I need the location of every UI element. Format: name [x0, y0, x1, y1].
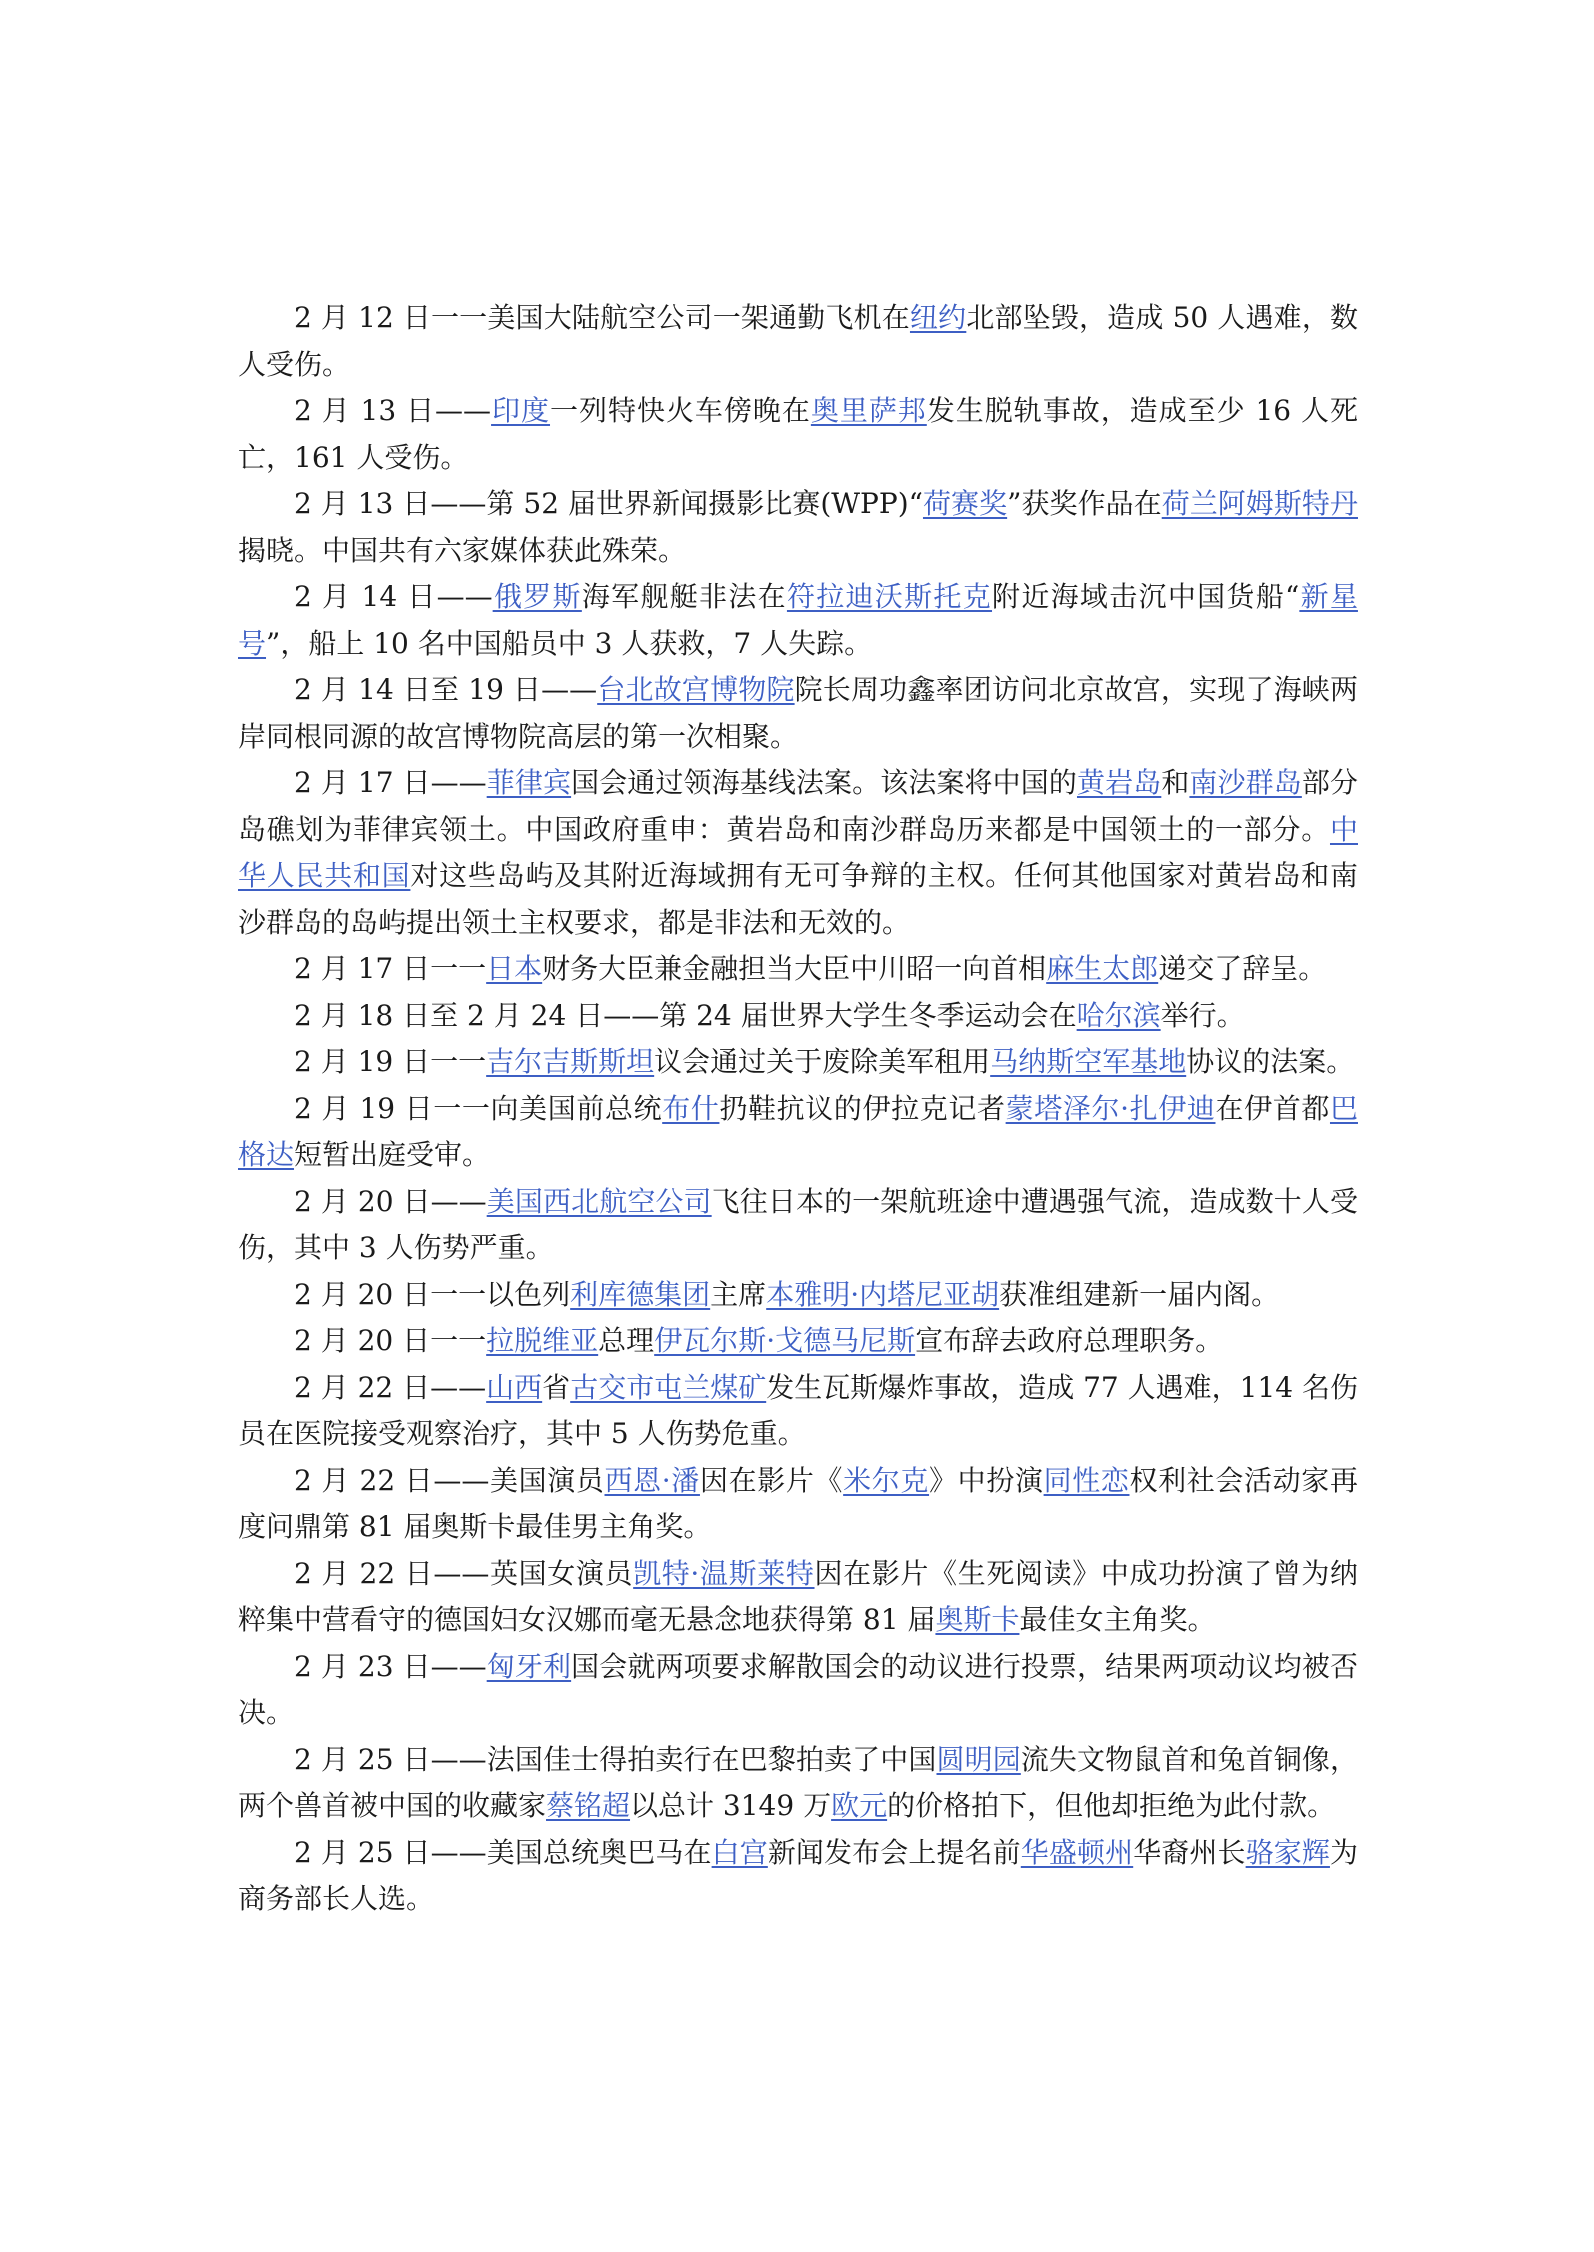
- paragraph-text: ”获奖作品在: [1007, 487, 1162, 520]
- event-paragraph: [238, 1039, 1358, 1086]
- paragraph-text: 协议的法案。: [1186, 1045, 1355, 1078]
- wiki-link[interactable]: 新星号: [238, 580, 1358, 660]
- event-paragraph: [238, 295, 1358, 388]
- paragraph-text: 北部坠毁，造成 50 人遇难，数人受伤。: [238, 301, 1358, 381]
- wiki-link[interactable]: 华盛顿州: [1020, 1835, 1134, 1869]
- wiki-link[interactable]: 美国西北航空公司: [486, 1184, 712, 1218]
- event-paragraph: [238, 1365, 1358, 1458]
- event-paragraph: [238, 993, 1358, 1040]
- paragraph-text: 2 月 13 日——第 52 届世界新闻摄影比赛(WPP)“: [294, 487, 923, 520]
- wiki-link[interactable]: 麻生太郎: [1046, 952, 1159, 985]
- wiki-link[interactable]: 奥斯卡: [935, 1603, 1020, 1636]
- paragraph-text: 因在影片《生死阅读》中成功扮演了曾为纳粹集中营看守的德国妇女汉娜而毫无悬念地获得第 81 届: [238, 1556, 1358, 1636]
- wiki-link[interactable]: 符拉迪沃斯托克: [786, 580, 993, 613]
- paragraph-text: 2 月 25 日——法国佳士得拍卖行在巴黎拍卖了中国: [294, 1742, 937, 1776]
- paragraph-text: 2 月 25 日——美国总统奥巴马在: [294, 1835, 712, 1869]
- paragraph-text: ”，船上 10 名中国船员中 3 人获救，7 人失踪。: [266, 626, 873, 660]
- paragraph-text: 海军舰艇非法在: [581, 580, 787, 613]
- wiki-link[interactable]: 欧元: [831, 1789, 888, 1822]
- paragraph-text: 2 月 17 日一一: [294, 952, 487, 985]
- paragraph-text: 2 月 20 日一一: [294, 1324, 487, 1357]
- event-paragraph: [238, 1644, 1358, 1737]
- paragraph-text: 2 月 17 日——: [294, 766, 487, 799]
- paragraph-text: 议会通过关于废除美军租用: [654, 1045, 991, 1078]
- wiki-link[interactable]: 匈牙利: [486, 1649, 572, 1683]
- wiki-link[interactable]: 同性恋: [1043, 1463, 1130, 1497]
- paragraph-text: 最佳女主角奖。: [1019, 1603, 1216, 1636]
- paragraph-text: 的价格拍下，但他却拒绝为此付款。: [887, 1789, 1336, 1822]
- wiki-link[interactable]: 古交市屯兰煤矿: [570, 1370, 767, 1404]
- wiki-link[interactable]: 印度: [491, 394, 551, 427]
- event-paragraph: [238, 1318, 1358, 1365]
- paragraph-text: 一列特快火车傍晚在: [550, 394, 811, 427]
- wiki-link[interactable]: 日本: [486, 952, 543, 985]
- paragraph-text: 》中扮演: [929, 1463, 1044, 1497]
- paragraph-text: 2 月 20 日一一以色列: [294, 1277, 571, 1311]
- wiki-link[interactable]: 荷兰阿姆斯特丹: [1161, 487, 1358, 520]
- wiki-link[interactable]: 利库德集团: [570, 1277, 711, 1311]
- event-paragraph: [238, 1086, 1358, 1179]
- wiki-link[interactable]: 本雅明·内塔尼亚胡: [766, 1277, 1000, 1311]
- wiki-link[interactable]: 南沙群岛: [1189, 766, 1302, 799]
- paragraph-text: 2 月 22 日——: [294, 1370, 487, 1404]
- paragraph-text: 宣布辞去政府总理职务。: [915, 1324, 1224, 1357]
- paragraph-text: 因在影片《: [699, 1463, 844, 1497]
- event-paragraph: [238, 1551, 1358, 1644]
- wiki-link[interactable]: 巴格达: [238, 1091, 1358, 1171]
- wiki-link[interactable]: 中华人民共和国: [238, 812, 1358, 892]
- wiki-link[interactable]: 布什: [662, 1091, 720, 1125]
- paragraph-text: 院长周功鑫率团访问北京故宫，实现了海峡两岸同根同源的故宫博物院高层的第一次相聚。: [238, 673, 1358, 753]
- event-paragraph: [238, 946, 1358, 993]
- paragraph-text: 举行。: [1160, 998, 1245, 1032]
- event-paragraph: [238, 481, 1358, 574]
- wiki-link[interactable]: 黄岩岛: [1076, 766, 1162, 799]
- event-paragraph: [238, 760, 1358, 946]
- paragraph-text: 2 月 18 日至 2 月 24 日——第 24 届世界大学生冬季运动会在: [294, 998, 1077, 1032]
- paragraph-text: 获准组建新一届内阁。: [999, 1277, 1280, 1311]
- paragraph-text: 国会就两项要求解散国会的动议进行投票，结果两项动议均被否决。: [238, 1649, 1358, 1729]
- document-body: [238, 295, 1358, 1923]
- paragraph-text: 和: [1161, 766, 1190, 799]
- paragraph-text: 财务大臣兼金融担当大臣中川昭一向首相: [542, 952, 1047, 985]
- paragraph-text: 2 月 22 日——美国演员: [294, 1463, 605, 1497]
- event-paragraph: [238, 1458, 1358, 1551]
- paragraph-text: 发生瓦斯爆炸事故，造成 77 人遇难，114 名伤员在医院接受观察治疗，其中 5 人伤势危重。: [238, 1370, 1358, 1450]
- wiki-link[interactable]: 米尔克: [843, 1463, 930, 1497]
- wiki-link[interactable]: 哈尔滨: [1076, 998, 1161, 1032]
- paragraph-text: 2 月 13 日——: [294, 394, 492, 427]
- event-paragraph: [238, 667, 1358, 760]
- paragraph-text: 附近海域击沉中国货船“: [992, 580, 1300, 613]
- paragraph-text: 权利社会活动家再度问鼎第 81 届奥斯卡最佳男主角奖。: [238, 1463, 1358, 1543]
- event-paragraph: [238, 1830, 1358, 1923]
- paragraph-text: 2 月 22 日——英国女演员: [294, 1556, 634, 1590]
- wiki-link[interactable]: 吉尔吉斯斯坦: [486, 1045, 655, 1078]
- wiki-link[interactable]: 西恩·潘: [604, 1463, 700, 1497]
- event-paragraph: [238, 574, 1358, 667]
- wiki-link[interactable]: 蔡铭超: [546, 1789, 631, 1822]
- wiki-link[interactable]: 台北故宫博物院: [597, 673, 795, 706]
- wiki-link[interactable]: 凯特·温斯莱特: [633, 1556, 815, 1590]
- wiki-link[interactable]: 菲律宾: [486, 766, 572, 799]
- paragraph-text: 2 月 23 日——: [294, 1649, 487, 1683]
- paragraph-text: 新闻发布会上提名前: [767, 1835, 1021, 1869]
- wiki-link[interactable]: 伊瓦尔斯·戈德马尼斯: [654, 1324, 916, 1357]
- paragraph-text: 对这些岛屿及其附近海域拥有无可争辩的主权。任何其他国家对黄岩岛和南沙群岛的岛屿提出领土主权要求，都是非法和无效的。: [238, 859, 1358, 939]
- wiki-link[interactable]: 俄罗斯: [492, 580, 582, 613]
- paragraph-text: 2 月 14 日——: [294, 580, 493, 613]
- paragraph-text: 主席: [710, 1277, 767, 1311]
- paragraph-text: 递交了辞呈。: [1158, 952, 1327, 985]
- wiki-link[interactable]: 奥里萨邦: [810, 394, 927, 427]
- event-paragraph: [238, 1737, 1358, 1830]
- wiki-link[interactable]: 圆明园: [936, 1742, 1021, 1776]
- wiki-link[interactable]: 马纳斯空军基地: [990, 1045, 1187, 1078]
- paragraph-text: 为商务部长人选。: [238, 1835, 1358, 1915]
- paragraph-text: 华裔州长: [1133, 1835, 1246, 1869]
- paragraph-text: 短暂出庭受审。: [294, 1138, 491, 1171]
- paragraph-text: 省: [542, 1370, 571, 1404]
- paragraph-text: 2 月 19 日一一向美国前总统: [294, 1091, 663, 1125]
- wiki-link[interactable]: 纽约: [909, 301, 967, 334]
- paragraph-text: 国会通过领海基线法案。该法案将中国的: [571, 766, 1077, 799]
- wiki-link[interactable]: 白宫: [711, 1835, 768, 1869]
- wiki-link[interactable]: 山西: [486, 1370, 543, 1404]
- wiki-link[interactable]: 骆家辉: [1245, 1835, 1330, 1869]
- paragraph-text: 揭晓。中国共有六家媒体获此殊荣。: [238, 533, 687, 567]
- event-paragraph: [238, 388, 1358, 481]
- paragraph-text: 部分岛礁划为菲律宾领土。中国政府重申：黄岩岛和南沙群岛历来都是中国领土的一部分。: [238, 766, 1358, 846]
- event-paragraph: [238, 1179, 1358, 1272]
- event-paragraph: [238, 1272, 1358, 1319]
- paragraph-text: 以总计 3149 万: [630, 1789, 832, 1822]
- paragraph-text: 发生脱轨事故，造成至少 16 人死亡，161 人受伤。: [238, 394, 1358, 474]
- paragraph-text: 总理: [598, 1324, 655, 1357]
- paragraph-text: 飞往日本的一架航班途中遭遇强气流，造成数十人受伤，其中 3 人伤势严重。: [238, 1184, 1358, 1264]
- wiki-link[interactable]: 拉脱维亚: [486, 1324, 599, 1357]
- paragraph-text: 扔鞋抗议的伊拉克记者: [719, 1091, 1006, 1125]
- paragraph-text: 2 月 12 日一一美国大陆航空公司一架通勤飞机在: [294, 301, 910, 334]
- paragraph-text: 2 月 14 日至 19 日——: [294, 673, 598, 706]
- paragraph-text: 2 月 19 日一一: [294, 1045, 487, 1078]
- paragraph-text: 在伊首都: [1215, 1091, 1330, 1125]
- wiki-link[interactable]: 蒙塔泽尔·扎伊迪: [1005, 1091, 1216, 1125]
- paragraph-text: 2 月 20 日——: [294, 1184, 487, 1218]
- wiki-link[interactable]: 荷赛奖: [922, 487, 1008, 520]
- paragraph-text: 流失文物鼠首和兔首铜像，两个兽首被中国的收藏家: [238, 1742, 1358, 1822]
